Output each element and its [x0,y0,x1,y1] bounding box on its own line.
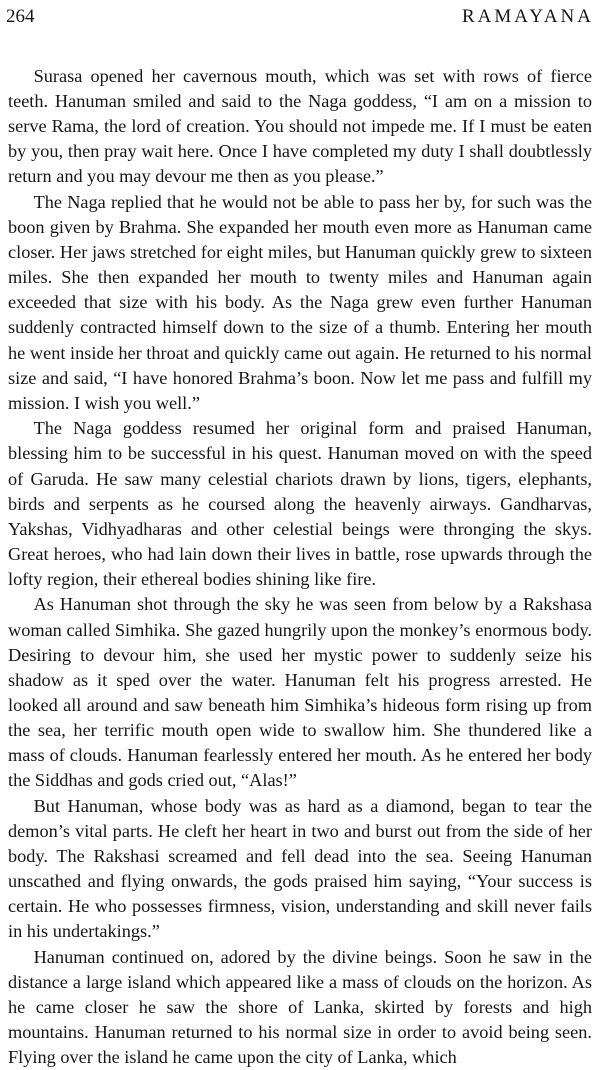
paragraph-1: Surasa opened her cavernous mouth, which was set with rows of fierce teeth. Hanuman smiled and said to the Naga goddess, “I am on a mission to serve Rama, the lord of creation. You should not impede me. If I must be eaten by you, then pray wait here. Once I have completed my duty I shall doubtlessly return and you may devour me then as you please.” [8,66,592,187]
paragraph-3: The Naga goddess resumed her original form and praised Hanuman, blessing him to be successful in his quest. Hanuman moved on with the speed of Garuda. He saw many celestial chariots drawn by lions, tigers, elephants, birds and serpents as he coursed along the heavenly airways. Gandharvas, Yakshas, Vidhyadharas and other celestial beings were thronging the skys. Great heroes, who had lain down their lives in battle, rose upwards through the lofty region, their ethereal bodies shining like fire. [8,418,592,589]
paragraph-6: Hanuman continued on, adored by the divine beings. Soon he saw in the distance a large island which appeared like a mass of clouds on the horizon. As he came closer he saw the shore of Lanka, skirted by forests and high mountains. Hanuman returned to his normal size in order to avoid being seen. Flying over the island he came upon the city of Lanka, which [8,946,592,1068]
paragraph-4: As Hanuman shot through the sky he was seen from below by a Rakshasa woman called Simhika. She gazed hungrily upon the monkey’s enormous body. Desiring to devour him, she used her mystic power to suddenly seize his shadow as it sped over the water. Hanuman felt his progress arrested. He looked all around and saw beneath him Simhika’s hideous form rising up from the sea, her terrific mouth open wide to swallow him. She thundered like a mass of clouds. Hanuman fearlessly entered her mouth. As he entered her body the Siddhas and gods cried out, “Alas!” [8,594,592,791]
running-title: RAMAYANA [461,6,594,27]
paragraph-5: But Hanuman, whose body was as hard as a diamond, began to tear the demon’s vital parts. He cleft her heart in two and burst out from the side of her body. The Rakshasi screamed and fell dead into the sea. Seeing Hanuman unscathed and flying onwards, the gods praised him saying, “Your success is certain. He who possesses firmness, vision, understanding and skill never fails in his undertakings.” [8,795,592,942]
paragraph-2: The Naga replied that he would not be able to pass her by, for such was the boon given by Brahma. She expanded her mouth even more as Hanuman came closer. Her jaws stretched for eight miles, but Hanuman quickly grew to sixteen miles. She then expanded her mouth to twenty miles and Hanuman again exceeded that size with his body. As the Naga grew even further Hanuman suddenly contracted himself down to the size of a thumb. Entering her mouth he went inside her throat and quickly came out again. He returned to his normal size and said, “I have honored Brahma’s boon. Now let me pass and fulfill my mission. I wish you well.” [8,191,592,413]
page-header [6,6,594,32]
body-text [8,64,592,1070]
page-number: 264 [6,6,35,27]
